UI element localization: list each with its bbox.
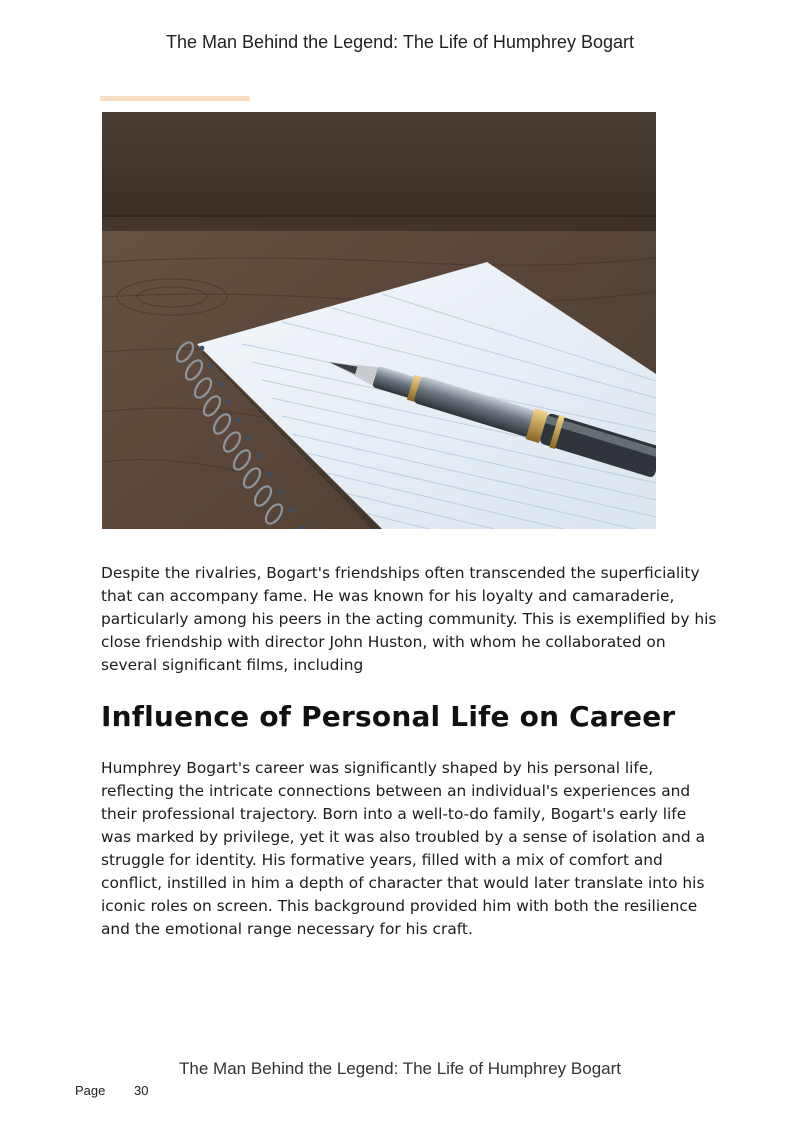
notebook-pen-photo (102, 112, 656, 529)
accent-rule (100, 96, 250, 101)
body-paragraph: Despite the rivalries, Bogart's friendships often transcended the superficiality that can accompany fame. He was known for his loyalty and camaraderie, particularly among his peers in the acting community. This is exemplified by his close friendship with director John Huston, with whom he collaborated on several significant films, including (101, 564, 717, 674)
body-paragraph: Humphrey Bogart's career was significantly shaped by his personal life, reflecting the intricate connections between an individual's experiences and their professional trajectory. Born into a well-to-do family, Bogart's early life was marked by privilege, yet it was also troubled by a sense of isolation and a struggle for identity. His formative years, filled with a mix of comfort and conflict, instilled in him a depth of character that would later translate into his iconic roles on screen. This background provided him with both the resilience and the emotional range necessary for his craft. (101, 759, 706, 938)
section-heading: Influence of Personal Life on Career (101, 700, 676, 733)
page-number: 30 (134, 1083, 149, 1098)
running-header-title: The Man Behind the Legend: The Life of Humphrey Bogart (166, 32, 634, 52)
running-footer-title: The Man Behind the Legend: The Life of Humphrey Bogart (179, 1059, 621, 1078)
page-label: Page (75, 1083, 106, 1098)
